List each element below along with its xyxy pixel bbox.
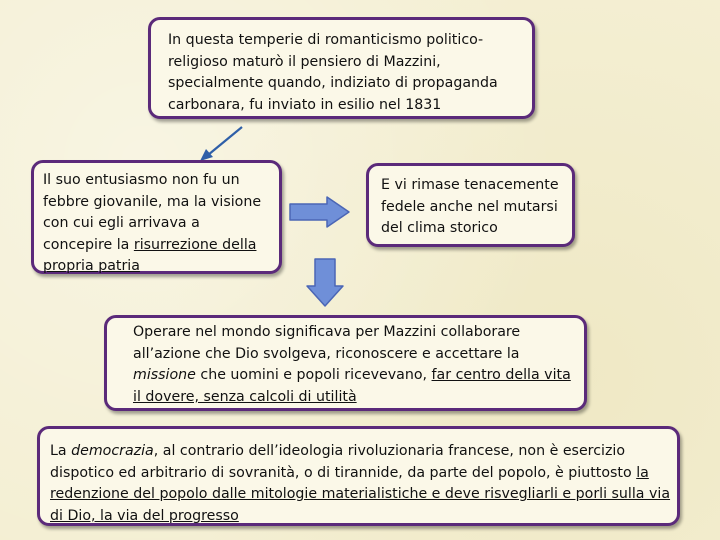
node-democracy-italic: democrazia [71,443,154,459]
node-democracy-text-a: La [50,443,72,459]
node-mission-italic: missione [133,367,196,383]
node-fidelity [366,163,575,247]
node-enthusiasm-underlined: risurrezione della propria patria [43,236,257,274]
node-mission-text-a: Operare nel mondo significava per Mazzini collaborare all’azione che Dio svolgeva, riconoscere e accettare la [133,324,521,362]
node-exile-1831-text: In questa temperie di romanticismo politico-religioso maturò il pensiero di Mazzini, specialmente quando, indiziato di propaganda carbonara, fu inviato in esilio nel 1831 [168,32,498,113]
node-mission-text-c: che uomini e popoli ricevevano, [195,367,432,383]
node-democracy-underlined: la redenzione del popolo dalle mitologie materialistiche e deve risvegliarli e porli sulla via di Dio, la via del progresso [50,464,671,524]
node-exile-1831 [148,17,535,119]
node-mission [104,315,587,411]
connector-arrow-top-to-left [196,124,246,164]
block-arrow-down [306,258,344,308]
node-fidelity-text: E vi rimase tenacemente fedele anche nel mutarsi del clima storico [381,177,559,236]
node-democracy [37,426,680,526]
node-mission-underlined: far centro della vita il dovere, senza calcoli di utilità [133,367,571,405]
node-enthusiasm-text: Il suo entusiasmo non fu un febbre giovanile, ma la visione con cui egli arrivava a concepire la [43,172,262,253]
node-enthusiasm [31,160,282,274]
block-arrow-right [289,196,351,228]
node-democracy-text-c: , al contrario dell’ideologia rivoluzionaria francese, non è esercizio dispotico ed arbitrario di sovranità, o di tirannide, da parte del popolo, è piuttosto [50,443,637,481]
